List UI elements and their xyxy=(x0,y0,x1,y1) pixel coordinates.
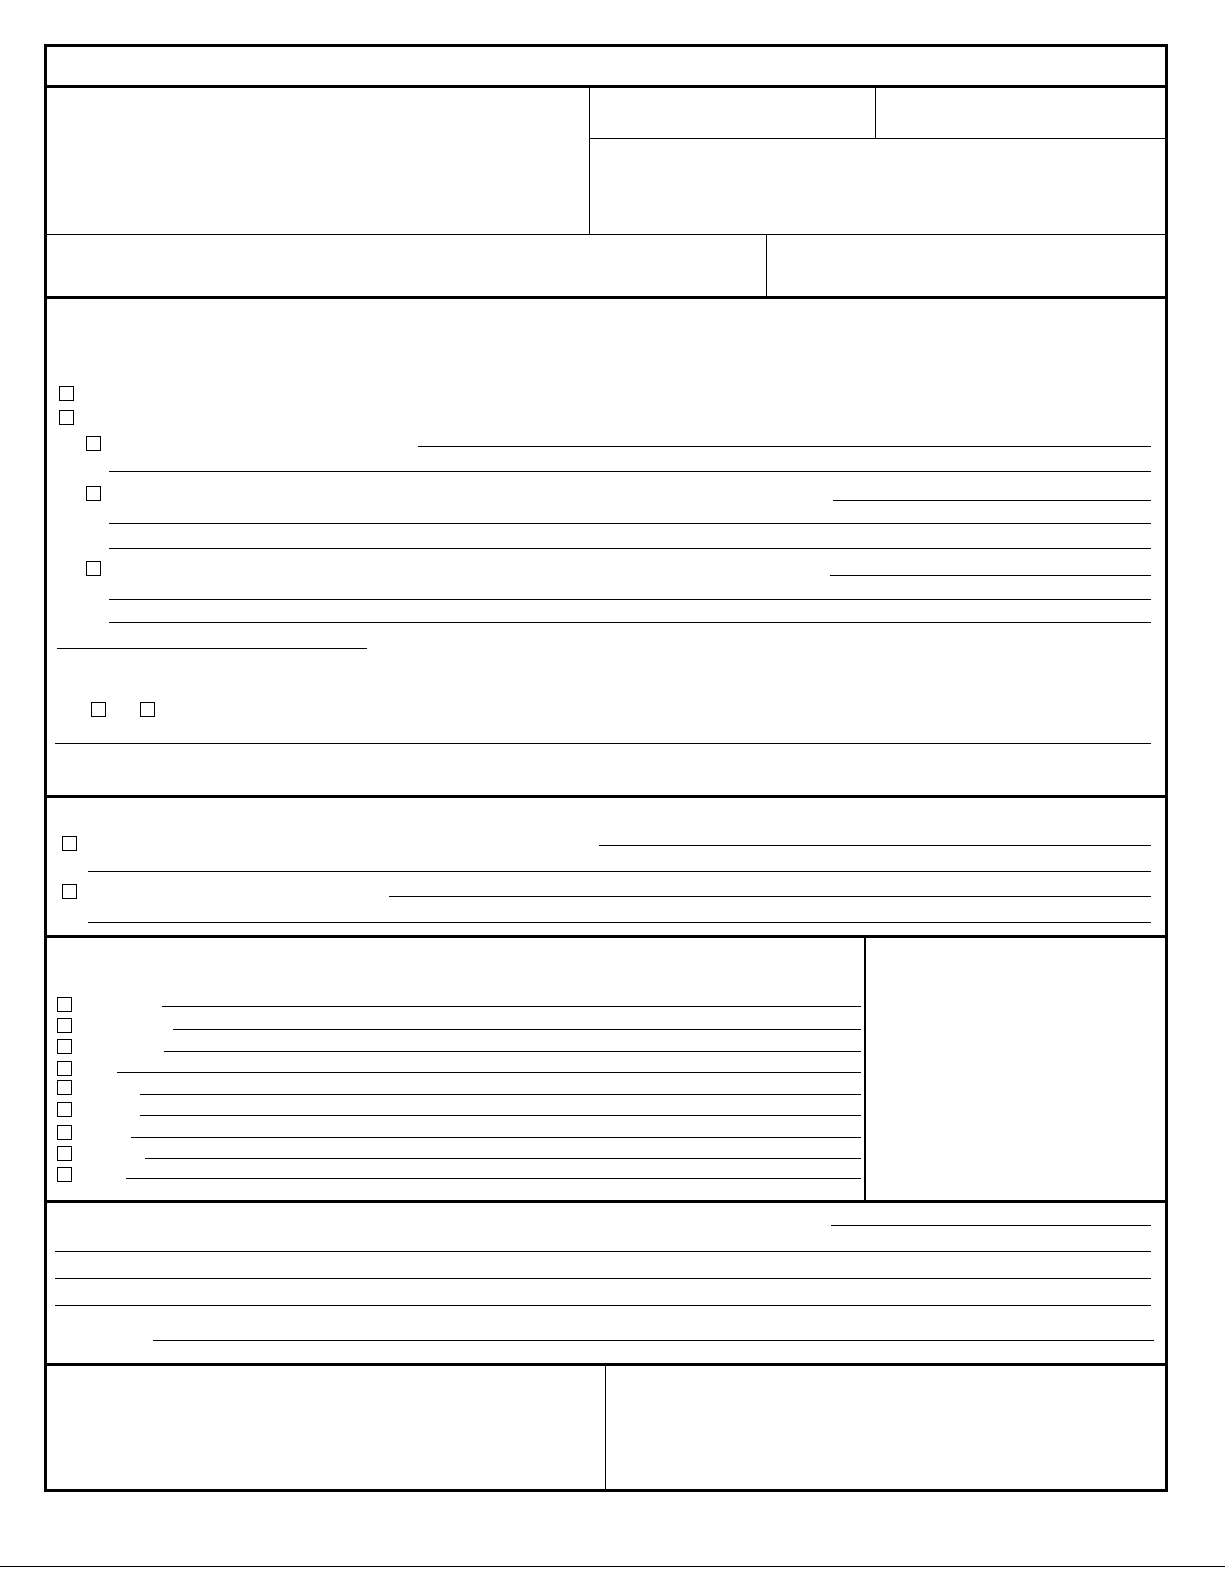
section-b xyxy=(47,798,1165,935)
entry-line[interactable] xyxy=(109,471,1151,472)
checkbox-a2-option-3[interactable] xyxy=(86,561,101,576)
entry-line[interactable] xyxy=(55,1278,1151,1279)
header-field-top-right[interactable] xyxy=(876,88,1165,138)
entry-line[interactable] xyxy=(833,500,1151,501)
entry-line[interactable] xyxy=(88,871,1151,872)
entry-line[interactable] xyxy=(418,446,1151,447)
checkbox-c1[interactable] xyxy=(57,997,72,1012)
entry-line[interactable] xyxy=(830,575,1151,576)
entry-line[interactable] xyxy=(140,1094,861,1095)
checkbox-c2[interactable] xyxy=(57,1018,72,1033)
entry-line[interactable] xyxy=(109,599,1151,600)
page-bottom-rule xyxy=(0,1566,1225,1567)
section-d xyxy=(47,1203,1165,1363)
checkbox-c9[interactable] xyxy=(57,1167,72,1182)
entry-line[interactable] xyxy=(55,743,1151,744)
checkbox-c5[interactable] xyxy=(57,1080,72,1095)
checkbox-c3[interactable] xyxy=(57,1039,72,1054)
header-field-bottom-left[interactable] xyxy=(47,235,765,296)
header-field-right[interactable] xyxy=(590,139,1165,234)
entry-line[interactable] xyxy=(153,1340,1154,1341)
entry-line[interactable] xyxy=(162,1006,861,1007)
checkbox-a1[interactable] xyxy=(59,386,74,401)
section-c-right-field[interactable] xyxy=(867,938,1165,1200)
header-field-bottom-right[interactable] xyxy=(767,235,1165,296)
entry-line[interactable] xyxy=(55,1251,1151,1252)
checkbox-c4[interactable] xyxy=(57,1061,72,1076)
checkbox-yes[interactable] xyxy=(91,702,106,717)
signature-line[interactable] xyxy=(57,648,367,649)
entry-line[interactable] xyxy=(164,1051,861,1052)
entry-line[interactable] xyxy=(140,1115,861,1116)
entry-line[interactable] xyxy=(145,1158,861,1159)
header-field-top-middle[interactable] xyxy=(590,88,874,138)
checkbox-b1[interactable] xyxy=(62,836,77,851)
header-field-left[interactable] xyxy=(47,88,588,234)
checkbox-a2-option-1[interactable] xyxy=(86,436,101,451)
checkbox-c6[interactable] xyxy=(57,1102,72,1117)
form-outer-border xyxy=(44,44,1168,1492)
section-a xyxy=(47,299,1165,795)
entry-line[interactable] xyxy=(599,845,1151,846)
entry-line[interactable] xyxy=(173,1029,861,1030)
checkbox-a2-option-2[interactable] xyxy=(86,486,101,501)
checkbox-c8[interactable] xyxy=(57,1146,72,1161)
entry-line[interactable] xyxy=(126,1178,861,1179)
entry-line[interactable] xyxy=(109,548,1151,549)
entry-line[interactable] xyxy=(389,896,1151,897)
signature-block-right[interactable] xyxy=(606,1366,1165,1492)
entry-line[interactable] xyxy=(831,1225,1151,1226)
checkbox-b2[interactable] xyxy=(62,884,77,899)
divider xyxy=(864,938,866,1200)
checkbox-a2[interactable] xyxy=(59,410,74,425)
checkbox-c7[interactable] xyxy=(57,1125,72,1140)
entry-line[interactable] xyxy=(109,523,1151,524)
checkbox-no[interactable] xyxy=(140,702,155,717)
entry-line[interactable] xyxy=(109,622,1151,623)
form-title-bar xyxy=(47,47,1165,85)
signature-block-left[interactable] xyxy=(47,1366,604,1492)
entry-line[interactable] xyxy=(88,922,1151,923)
entry-line[interactable] xyxy=(131,1137,861,1138)
entry-line[interactable] xyxy=(117,1072,861,1073)
section-c xyxy=(47,938,1165,1200)
entry-line[interactable] xyxy=(55,1305,1151,1306)
